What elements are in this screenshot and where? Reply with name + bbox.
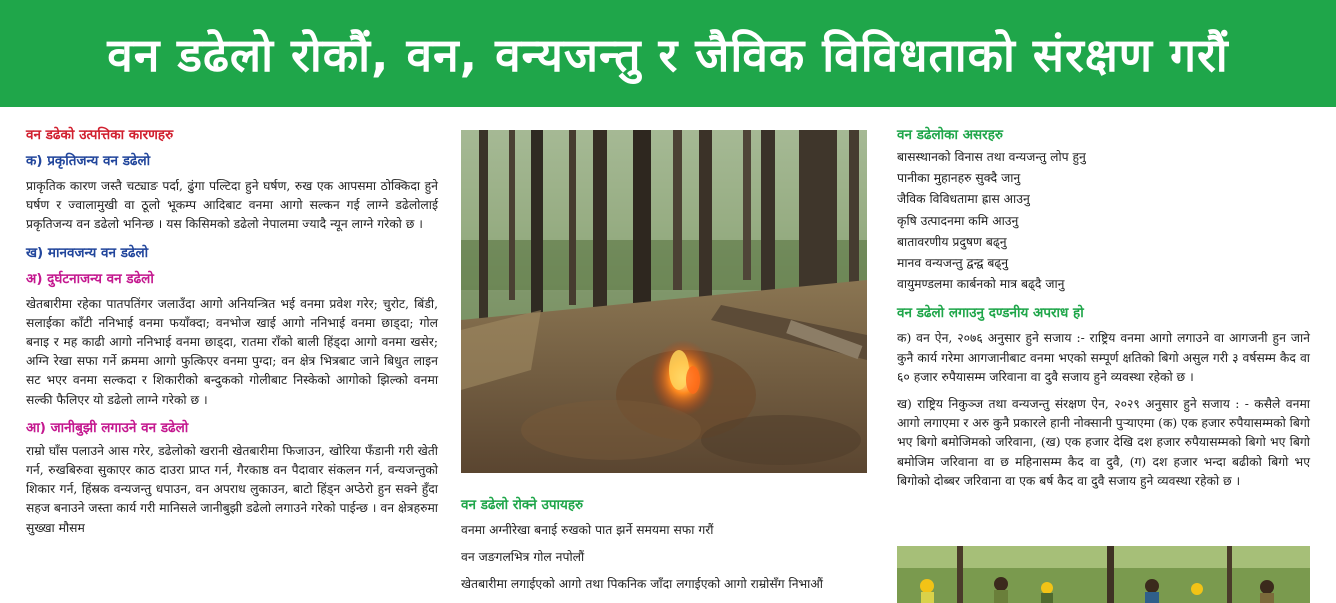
- causes-column: [26, 125, 438, 538]
- prevention-item: वनमा अग्नीरेखा बनाई रुखको पात झर्ने समयमा सफा गरौं: [461, 523, 714, 537]
- causes-heading: वन डढेको उत्पत्तिका कारणहरु: [26, 127, 174, 143]
- intentional-fire-text: राम्रो घाँस पलाउने आस गरेर, डढेलोको खरानी खेतबारीमा फिजाउन, खोरिया फँडानी गरी खेती गर्न, रुखबिरुवा सुकाएर काठ दाउरा प्राप्त गर्न, गैरकाष्ठ वन पैदावार संकलन गर्न, वन्यजन्तुको शिकार गर्न, हिंस्रक वन्यजन्तु धपाउन, वन अपराध लुकाउन, बाटो हिंड्न अप्ठेरो हुन सक्ने हुँदा सहज बनाउने जस्ता कार्य गरी मानिसले जानीबुझी डढेलो लगाउने गरेको पाईन्छ । वन क्षेत्रहरुमा सुख्खा मौसम: [26, 443, 438, 535]
- natural-fire-text: प्राकृतिक कारण जस्तै चट्याङ पर्दा, ढुंगा पल्टिदा हुने घर्षण, रुख एक आपसमा ठोक्किदा हुने घर्षण र ज्वालामुखी वा ठूलो भूकम्प आदिबाट वनमा आगो सल्कन गई लाग्ने डढेलोलाई प्रकृतिजन्य वन डढेलो भनिन्छ । यस किसिमको डढेलो नेपालमा ज्यादै न्यून लाग्ने गरेको छ ।: [26, 179, 438, 232]
- accidental-fire-text: खेतबारीमा रहेका पातपतिंगर जलाउँदा आगो अनियन्त्रित भई वनमा प्रवेश गरेर; चुरोट, बिंडी, सलाईका काँटी ननिभाई वनमा फयाँक्दा; वनभोज खाई आगो ननिभाई वनमा छाड्दा; गोल बनाइ र मह काढी आगो ननिभाई वनमा छाड्दा, रातमा राँको बाली हिंड्दा आगो वनमा खसेर; अग्नि रेखा सफा गर्ने क्रममा आगो फुत्किएर वनमा पुग्दा; वन क्षेत्र भित्रबाट जाने बिधुत लाइन सट भएर वनमा सल्कदा र शिकारीको बन्दुकको गोलीबाट निस्केको आगोको झिल्को वनमा सल्की फैलिएर यो डढेलो लाग्ने गरेको छ ।: [26, 296, 438, 407]
- prevention-heading: वन डढेलो रोक्ने उपायहरु: [461, 497, 584, 513]
- firefighters-illustration: [897, 546, 1310, 603]
- page-title: वन डढेलो रोकौं, वन, वन्यजन्तु र जैविक विविधताको संरक्षण गरौं: [107, 27, 1229, 82]
- effect-item: मानव वन्यजन्तु द्वन्द्व बढ्नु: [897, 256, 1009, 271]
- prevention-section: [461, 495, 881, 598]
- effect-item: जैविक विविधतामा ह्रास आउनु: [897, 192, 1030, 207]
- forest-fire-photo: [461, 130, 867, 473]
- penalty-heading: वन डढेलो लगाउनु दण्डनीय अपराध हो: [897, 305, 1084, 322]
- effect-item: बातावरणीय प्रदुषण बढ्नु: [897, 234, 1007, 249]
- prevention-item: खेतबारीमा लगाईएको आगो तथा पिकनिक जाँदा लगाईएको आगो राम्रोसँग निभाऔं: [461, 577, 823, 591]
- effect-item: कृषि उत्पादनमा कमि आउनु: [897, 213, 1019, 228]
- forest-fire-illustration: [461, 130, 867, 473]
- effect-item: पानीका मुहानहरु सुक्दै जानु: [897, 171, 1021, 186]
- intentional-fire-heading: आ) जानीबुझी लगाउने वन डढेलो: [26, 419, 189, 436]
- effect-item: बासस्थानको विनास तथा वन्यजन्तु लोप हुनु: [897, 150, 1086, 164]
- accidental-fire-heading: अ) दुर्घटनाजन्य वन डढेलो: [26, 270, 154, 287]
- natural-fire-heading: क) प्रकृतिजन्य वन डढेलो: [26, 153, 151, 169]
- firefighters-photo: [897, 546, 1310, 603]
- penalty-park-act-text: ख) राष्ट्रिय निकुञ्ज तथा वन्यजन्तु संरक्षण ऐन, २०२९ अनुसार हुने सजाय : - कसैले वनमा आगो लगाएमा र अरु कुनै प्रकारले हानी नोक्सानी पुऱ्याएमा (क) एक हजार रुपैयासम्मको बिगो भए बिगो बमोजिमको जरिवाना, (ख) एक हजार देखि दश हजार रुपैयासम्मको बिगो भए बिगो बमोजिम जरिवाना वा छ महिनासम्म कैद वा दुवै, (ग) दश हजार भन्दा बढीको बिगो भए बिगोको दोब्बर जरिवाना वा एक बर्ष कैद वा दुवै सजाय हुने व्यवस्था रहेको छ ।: [897, 397, 1310, 488]
- prevention-item: वन जङगलभित्र गोल नपोलौं: [461, 550, 585, 564]
- human-fire-heading: ख) मानवजन्य वन डढेलो: [26, 244, 149, 261]
- penalty-forest-act-text: क) वन ऐन, २०७६ अनुसार हुने सजाय :- राष्ट्रिय वनमा आगो लगाउने वा आगजनी हुन जाने कुनै कार्य गरेमा आगजानीबाट वनमा भएको सम्पूर्ण क्षतिको बिगो असुल गरी ३ वर्षसम्म कैद वा ६० हजार रुपैयासम्म जरिवाना वा दुवै सजाय हुने व्यवस्था रहेको छ ।: [897, 331, 1310, 384]
- effects-heading: वन डढेलोका असरहरु: [897, 127, 1003, 143]
- effect-item: वायुमण्डलमा कार्बनको मात्र बढ्दै जानु: [897, 277, 1065, 292]
- effects-column: [897, 125, 1310, 491]
